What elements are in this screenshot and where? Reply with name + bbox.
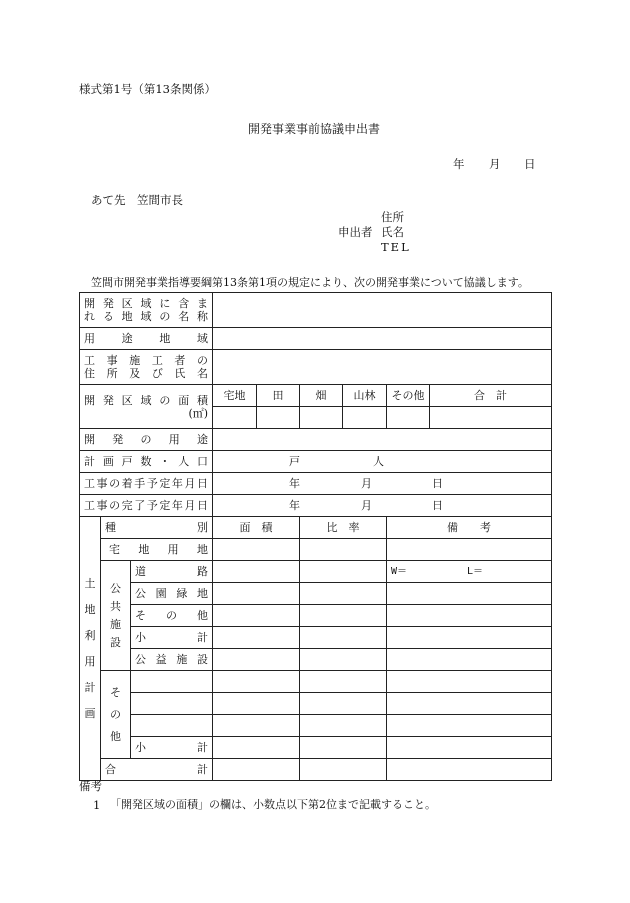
land-benefit-label-cell	[131, 649, 213, 671]
others-subtotal-note[interactable]	[387, 737, 552, 759]
land-residential-ratio[interactable]	[300, 539, 387, 561]
others-group-label	[101, 671, 131, 759]
land-benefit-note[interactable]	[387, 649, 552, 671]
land-public-subtotal-label-cell	[131, 627, 213, 649]
land-public-other-note[interactable]	[387, 605, 552, 627]
area-value-residential[interactable]	[213, 407, 257, 429]
others-row-1-area[interactable]	[213, 671, 300, 693]
contractor-label-1: 工事施工者の	[84, 354, 209, 367]
dev-use-label: 開発の用途	[84, 433, 209, 446]
land-residential-label: 宅地用地	[109, 543, 209, 556]
land-residential-label-cell	[101, 539, 213, 561]
applicant-tel-label: TEL	[381, 240, 411, 254]
area-col-total: 合 計	[430, 385, 552, 407]
others-char-1: そ	[110, 685, 121, 699]
land-plan-header-type	[101, 517, 213, 539]
area-value-other[interactable]	[387, 407, 430, 429]
others-subtotal-ratio[interactable]	[300, 737, 387, 759]
applicant-address-label: 住所	[381, 210, 404, 224]
land-total-label-cell	[101, 759, 213, 781]
households-label-cell	[80, 451, 213, 473]
others-row-3-area[interactable]	[213, 715, 300, 737]
land-plan-header-type-text: 種 別	[105, 521, 209, 534]
public-char-1: 公	[110, 581, 121, 595]
start-date-label: 工事の着手予定年月日	[84, 477, 209, 490]
area-value-rice-field[interactable]	[257, 407, 300, 429]
contractor-value[interactable]	[213, 350, 552, 385]
road-note-width: W＝	[391, 566, 408, 577]
start-date-month: 月	[361, 477, 373, 490]
land-public-subtotal-label: 小 計	[135, 631, 209, 644]
remarks-item-1-text: 「開発区域の面積」の欄は、小数点以下第2位まで記載すること。	[110, 798, 436, 811]
area-value-forest[interactable]	[343, 407, 387, 429]
area-label: 開発区域の面積	[84, 393, 209, 407]
land-benefit-ratio[interactable]	[300, 649, 387, 671]
public-facility-label	[101, 561, 131, 671]
region-name-value[interactable]	[213, 293, 552, 328]
households-unit-houses: 戸	[289, 455, 301, 468]
public-char-2: 共	[110, 599, 121, 613]
region-name-label-1: 開発区域に含ま	[84, 297, 209, 310]
intro-text: 笠間市開発事業指導要綱第13条第1項の規定により、次の開発事業について協議します。	[91, 276, 529, 289]
area-value-field[interactable]	[300, 407, 343, 429]
land-total-label: 合 計	[105, 763, 209, 776]
end-date-day: 日	[432, 499, 444, 512]
land-public-subtotal-ratio[interactable]	[300, 627, 387, 649]
others-row-2-area[interactable]	[213, 693, 300, 715]
use-zone-value[interactable]	[213, 328, 552, 350]
land-road-ratio[interactable]	[300, 561, 387, 583]
contractor-label-2: 住所及び氏名	[84, 367, 209, 380]
applicant-name-label: 氏名	[381, 225, 404, 239]
dev-use-label-cell	[80, 429, 213, 451]
others-char-2: の	[110, 707, 121, 721]
area-label-cell	[80, 385, 213, 429]
area-col-field: 畑	[300, 385, 343, 407]
land-park-label-cell	[131, 583, 213, 605]
land-road-note[interactable]	[387, 561, 552, 583]
end-date-month: 月	[361, 499, 373, 512]
land-total-note[interactable]	[387, 759, 552, 781]
others-row-2-ratio[interactable]	[300, 693, 387, 715]
dev-use-value[interactable]	[213, 429, 552, 451]
land-public-subtotal-area[interactable]	[213, 627, 300, 649]
land-park-label: 公園緑地	[135, 587, 209, 600]
application-form-table	[79, 292, 552, 781]
households-value[interactable]	[213, 451, 552, 473]
date-day-label: 日	[524, 157, 536, 171]
area-col-rice-field: 田	[257, 385, 300, 407]
area-value-total[interactable]	[430, 407, 552, 429]
region-name-label-2: れる地域の名称	[84, 310, 209, 323]
others-subtotal-area[interactable]	[213, 737, 300, 759]
start-date-year: 年	[289, 477, 301, 490]
land-public-other-label-cell	[131, 605, 213, 627]
land-park-area[interactable]	[213, 583, 300, 605]
use-zone-label-cell	[80, 328, 213, 350]
others-row-3-note[interactable]	[387, 715, 552, 737]
land-plan-char-2: 地	[84, 602, 96, 616]
others-row-2-label[interactable]	[131, 693, 213, 715]
land-plan-label	[80, 517, 101, 781]
date-year-label: 年	[453, 157, 465, 171]
land-residential-area[interactable]	[213, 539, 300, 561]
land-plan-char-1: 土	[84, 576, 96, 590]
land-public-other-label: そ の 他	[135, 609, 209, 622]
others-row-1-note[interactable]	[387, 671, 552, 693]
land-public-other-ratio[interactable]	[300, 605, 387, 627]
applicant-label: 申出者	[338, 225, 373, 239]
start-date-value[interactable]	[213, 473, 552, 495]
area-col-forest: 山林	[343, 385, 387, 407]
road-note-length: L＝	[467, 566, 484, 577]
land-plan-char-6: 画	[84, 706, 96, 720]
land-benefit-label: 公益施設	[135, 653, 209, 666]
others-subtotal-label: 小 計	[135, 741, 209, 754]
document-title: 開発事業事前協議申出書	[248, 122, 381, 136]
land-public-other-area[interactable]	[213, 605, 300, 627]
land-road-label-cell	[131, 561, 213, 583]
date-month-label: 月	[489, 157, 501, 171]
remarks-item-1-number: 1	[93, 798, 101, 812]
start-date-day: 日	[432, 477, 444, 490]
others-row-3-label[interactable]	[131, 715, 213, 737]
end-date-label-cell	[80, 495, 213, 517]
others-row-1-label[interactable]	[131, 671, 213, 693]
recipient: あて先 笠間市長	[91, 193, 183, 207]
land-plan-char-4: 用	[84, 654, 96, 668]
land-total-area[interactable]	[213, 759, 300, 781]
households-unit-people: 人	[373, 455, 385, 468]
land-plan-header-ratio: 比 率	[300, 517, 387, 539]
start-date-label-cell	[80, 473, 213, 495]
land-plan-header-note: 備 考	[387, 517, 552, 539]
public-char-4: 設	[110, 635, 121, 649]
land-park-note[interactable]	[387, 583, 552, 605]
others-char-3: 他	[110, 729, 121, 743]
land-public-subtotal-note[interactable]	[387, 627, 552, 649]
others-subtotal-label-cell	[131, 737, 213, 759]
contractor-label-cell	[80, 350, 213, 385]
region-name-label-cell	[80, 293, 213, 328]
end-date-value[interactable]	[213, 495, 552, 517]
others-row-1-ratio[interactable]	[300, 671, 387, 693]
end-date-year: 年	[289, 499, 301, 512]
others-row-2-note[interactable]	[387, 693, 552, 715]
public-char-3: 施	[110, 617, 121, 631]
land-road-label: 道 路	[135, 565, 209, 578]
area-unit: (㎡)	[188, 406, 209, 420]
land-total-ratio[interactable]	[300, 759, 387, 781]
form-number: 様式第1号（第13条関係）	[79, 82, 216, 96]
land-plan-char-5: 計	[84, 680, 96, 694]
households-label: 計画戸数・人口	[84, 455, 209, 468]
area-col-residential: 宅地	[213, 385, 257, 407]
land-road-area[interactable]	[213, 561, 300, 583]
land-benefit-area[interactable]	[213, 649, 300, 671]
land-plan-char-3: 利	[84, 628, 96, 642]
end-date-label: 工事の完了予定年月日	[84, 499, 209, 512]
remarks-title: 備考	[79, 779, 102, 793]
use-zone-label: 用途地域	[84, 332, 209, 345]
land-plan-header-area: 面 積	[213, 517, 300, 539]
land-park-ratio[interactable]	[300, 583, 387, 605]
others-row-3-ratio[interactable]	[300, 715, 387, 737]
land-residential-note[interactable]	[387, 539, 552, 561]
area-col-other: その他	[387, 385, 430, 407]
